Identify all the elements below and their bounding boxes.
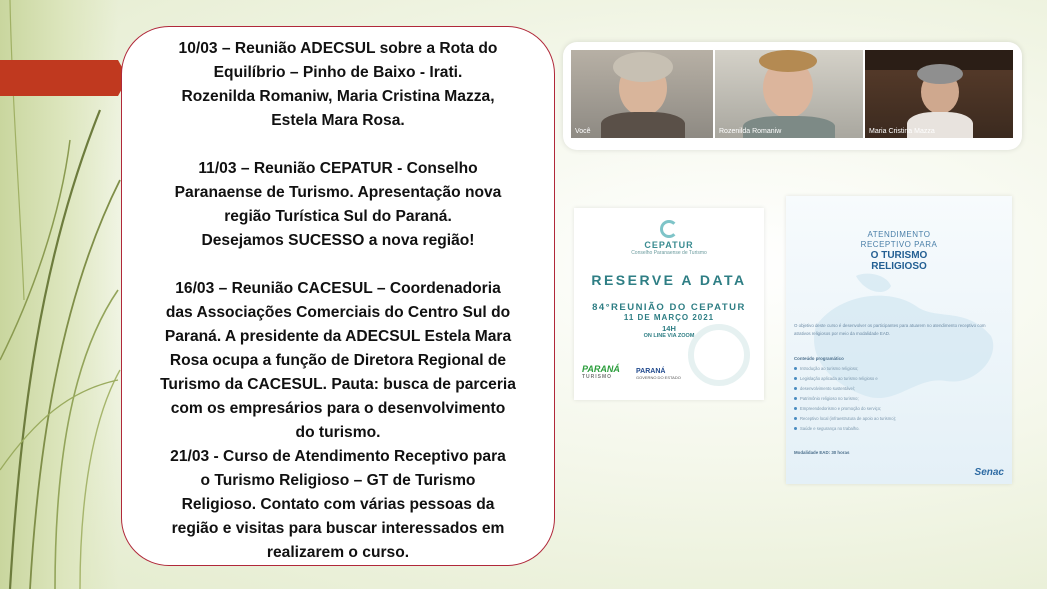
text-line: Equilíbrio – Pinho de Baixo - Irati.: [213, 64, 463, 81]
participant-name: Você: [575, 128, 591, 135]
meeting-title: 84°REUNIÃO DO CEPATUR: [592, 302, 746, 313]
list-item: Introdução ao turismo religioso;: [794, 364, 896, 374]
text-line: Estela Mara Rosa.: [271, 112, 405, 129]
flyer-title: O TURISMO RELIGIOSO: [870, 250, 928, 272]
video-tile: [571, 50, 713, 138]
meeting-format: ON LINE VIA ZOOM: [643, 333, 695, 339]
text-line: Paranaense de Turismo. Apresentação nova: [174, 184, 502, 201]
flyer-subtitle: ATENDIMENTO RECEPTIVO PARA: [860, 230, 938, 249]
meeting-date: 11 DE MARÇO 2021: [623, 313, 715, 322]
participant-name: Rozenilda Romaniw: [719, 128, 782, 135]
content-list: [794, 364, 896, 434]
senac-course-flyer: [786, 196, 1012, 484]
text-line: região Turística Sul do Paraná.: [224, 208, 452, 225]
text-line: 10/03 – Reunião ADECSUL sobre a Rota do: [178, 40, 498, 57]
text-line: Paraná. A presidente da ADECSUL Estela Mara: [164, 328, 512, 345]
list-item: desenvolvimento sustentável;: [794, 384, 896, 394]
text-line: das Associações Comerciais do Centro Sul do: [165, 304, 511, 321]
activities-text-box: [121, 26, 555, 566]
org-subtitle: Conselho Paranaense de Turismo: [631, 250, 707, 256]
text-line: do turismo.: [295, 424, 381, 441]
parana-turismo-logo: PARANÁ TURISMO: [582, 364, 620, 380]
flyer-intro: O objetivo deste curso é desenvolver os participantes para atuarem no atendimento receptivo com atrativos religiosos por meio da modalidade EAD.: [794, 323, 986, 336]
senac-logo: Senac: [974, 467, 1004, 478]
text-line: 11/03 – Reunião CEPATUR - Conselho: [198, 160, 478, 177]
video-tile: [865, 50, 1013, 138]
title-accent-bar: [0, 60, 118, 96]
content-title: Conteúdo programático: [794, 356, 844, 361]
video-tile: [715, 50, 863, 138]
list-item: Patrimônio religioso no turismo;: [794, 394, 896, 404]
text-line: com os empresários para o desenvolvimento: [170, 400, 506, 417]
text-line: Desejamos SUCESSO a nova região!: [201, 232, 475, 249]
list-item: Receptivo local (infraestrutura de apoio ao turismo);: [794, 414, 896, 424]
text-line: Rosa ocupa a função de Diretora Regional de: [169, 352, 507, 369]
text-line: 21/03 - Curso de Atendimento Receptivo para: [170, 448, 506, 465]
poster-headline: RESERVE A DATA: [591, 272, 747, 288]
text-line: 16/03 – Reunião CACESUL – Coordenadoria: [175, 280, 501, 297]
parana-government-logo: PARANÁ GOVERNO DO ESTADO: [636, 368, 681, 380]
list-item: Legislação aplicada ao turismo religioso e: [794, 374, 896, 384]
text-line: Religioso. Contato com várias pessoas da: [181, 496, 495, 513]
decorative-circle: [688, 324, 750, 386]
participant-name: Maria Cristina Mazza: [869, 128, 935, 135]
org-name: CEPATUR: [644, 240, 694, 250]
text-line: o Turismo Religioso – GT de Turismo: [200, 472, 476, 489]
meeting-time: 14H: [662, 324, 676, 333]
cepatur-logo-icon: [660, 220, 678, 238]
text-line: Turismo da CACESUL. Pauta: busca de parceria: [160, 376, 516, 393]
video-call-screenshot: [563, 42, 1022, 150]
cepatur-reserve-poster: [574, 208, 764, 400]
text-line: Rozenilda Romaniw, Maria Cristina Mazza,: [181, 88, 495, 105]
list-item: Saúde e segurança no trabalho.: [794, 424, 896, 434]
course-modality: Modalidade EAD: 30 horas: [794, 450, 850, 455]
text-line: realizarem o curso.: [266, 544, 410, 561]
text-line: região e visitas para buscar interessados em: [171, 520, 505, 537]
list-item: Empreendedorismo e promoção do serviço;: [794, 404, 896, 414]
